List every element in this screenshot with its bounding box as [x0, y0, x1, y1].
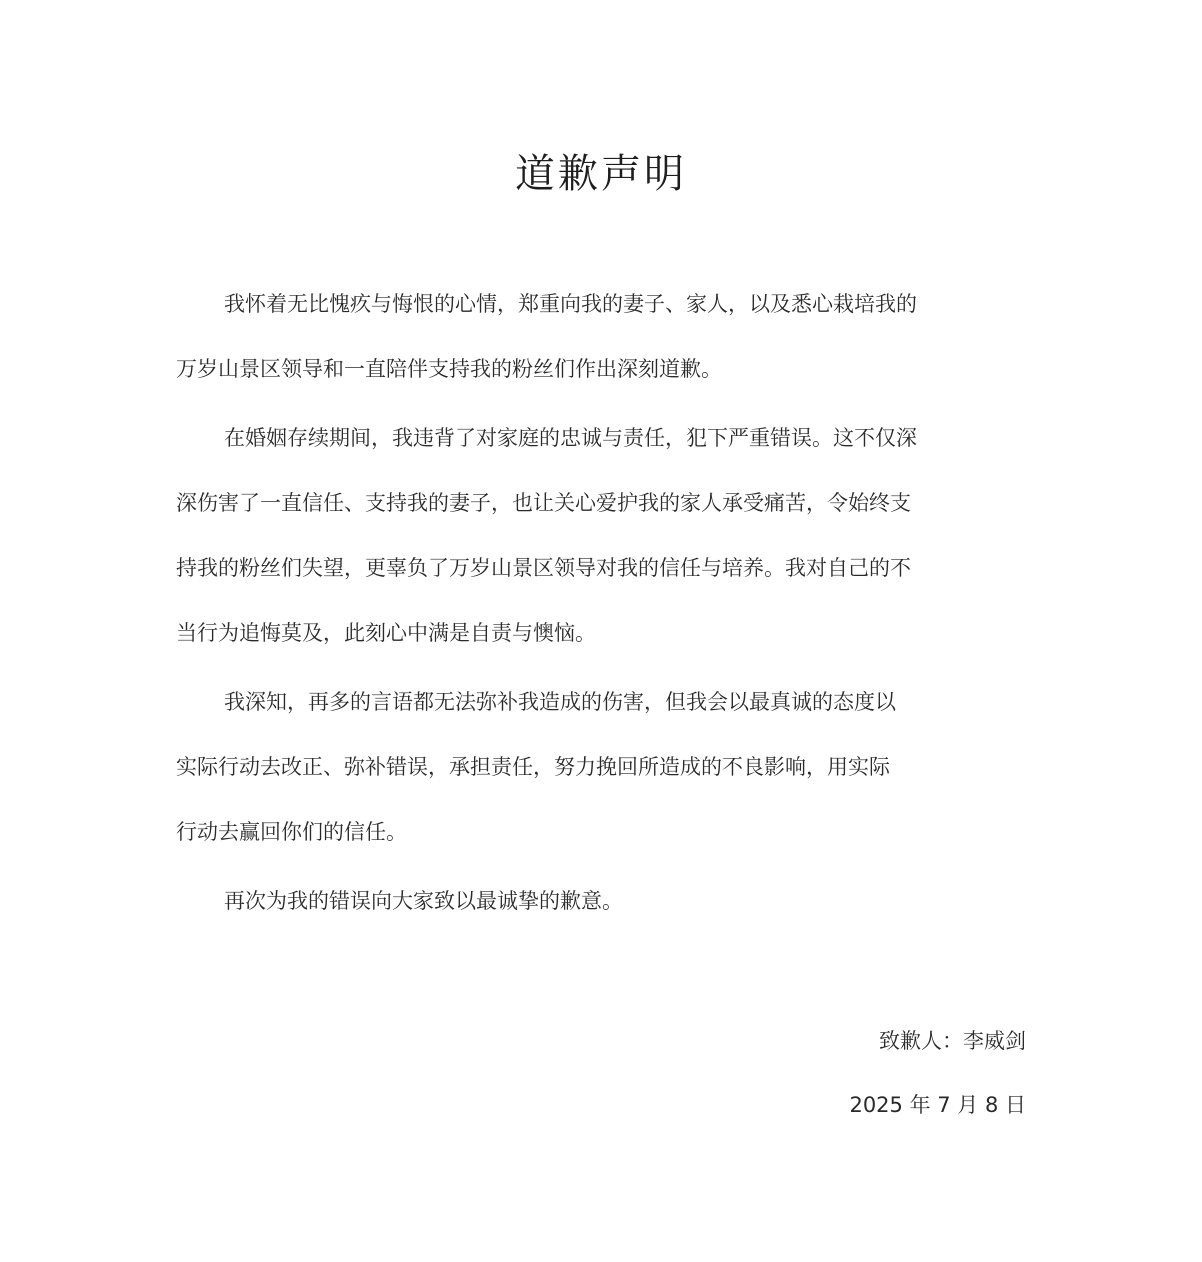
paragraph-line: 深伤害了一直信任、支持我的妻子，也让关心爱护我的家人承受痛苦，令始终支 [176, 491, 911, 515]
paragraph-4 [176, 869, 1028, 934]
paragraph-line: 在婚姻存续期间，我违背了对家庭的忠诚与责任，犯下严重错误。这不仅深 [224, 426, 917, 450]
paragraph-line: 我怀着无比愧疚与悔恨的心情，郑重向我的妻子、家人，以及悉心栽培我的 [224, 292, 917, 316]
signer-line: 致歉人：李威剑 [879, 1029, 1026, 1053]
statement-body [176, 272, 1028, 938]
date-line: 2025 年 7 月 8 日 [849, 1093, 1026, 1117]
document-title: 道歉声明 [515, 151, 687, 197]
paragraph-2 [176, 406, 1028, 666]
paragraph-line: 再次为我的错误向大家致以最诚挚的歉意。 [224, 889, 623, 913]
paragraph-line: 实际行动去改正、弥补错误，承担责任，努力挽回所造成的不良影响，用实际 [176, 755, 890, 779]
paragraph-line: 万岁山景区领导和一直陪伴支持我的粉丝们作出深刻道歉。 [176, 357, 722, 381]
paragraph-line: 行动去赢回你们的信任。 [176, 820, 407, 844]
paragraph-line: 当行为追悔莫及，此刻心中满是自责与懊恼。 [176, 621, 596, 645]
paragraph-line: 持我的粉丝们失望，更辜负了万岁山景区领导对我的信任与培养。我对自己的不 [176, 556, 911, 580]
paragraph-1 [176, 272, 1028, 402]
paragraph-line: 我深知，再多的言语都无法弥补我造成的伤害，但我会以最真诚的态度以 [224, 690, 896, 714]
paragraph-3 [176, 670, 1028, 865]
